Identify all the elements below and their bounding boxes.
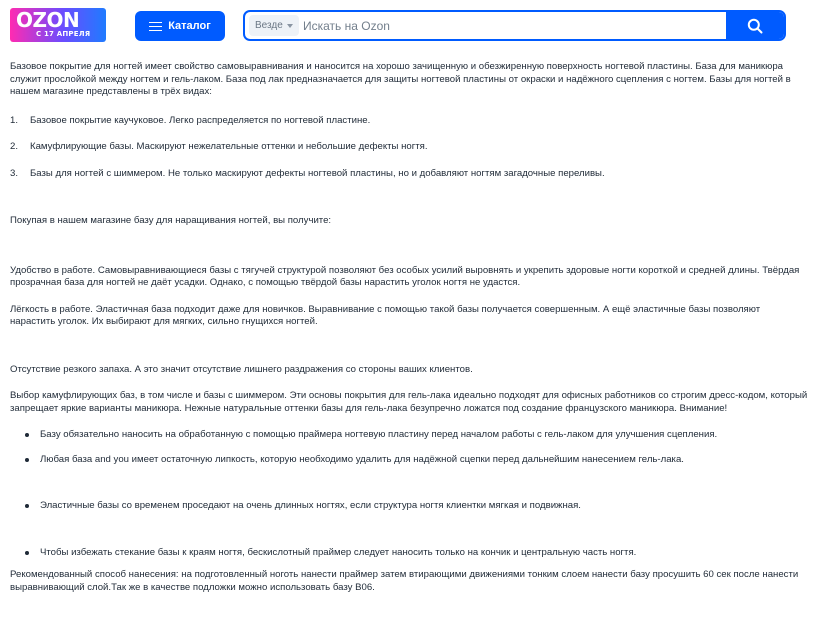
list-item	[10, 547, 808, 560]
list-item	[10, 454, 808, 467]
burger-icon	[149, 22, 162, 31]
search-bar	[243, 10, 786, 41]
bullet-icon	[25, 504, 29, 508]
search-icon	[747, 18, 763, 34]
benefit-paragraph: Выбор камуфлирующих баз, в том числе и базы с шиммером. Эти основы покрытия для гель-лака идеально подходят для офисных работников со строгим дресс-кодом, который запрещает яркие варианты маникюра. Нежные натуральные оттенки базы для гель-лака безупречно ложатся под создание французского маникюра. Внимание!	[10, 390, 808, 414]
list-item	[10, 141, 808, 154]
list-item	[10, 168, 808, 181]
caret-down-icon	[287, 24, 293, 28]
benefit-paragraph: Лёгкость в работе. Эластичная база подходит даже для новичков. Выравнивание с помощью такой базы получается совершенным. А ещё эластичные базы позволяют нарастить уголок. Их выбирают для мягких, сильно гнущихся ногтей.	[10, 303, 761, 327]
list-number: 3.	[10, 167, 19, 179]
search-scope-value: Везде	[255, 20, 283, 31]
catalog-button[interactable]	[135, 11, 225, 41]
list-item-text: Чтобы избежать стекание базы к краям ногтя, бескислотный праймер следует наносить только на кончик и центральную часть ногтя.	[40, 546, 637, 558]
list-item	[10, 500, 808, 513]
list-item-text: Базовое покрытие каучуковое. Легко распределяется по ногтевой пластине.	[30, 114, 371, 126]
ozon-logo[interactable]	[10, 8, 106, 42]
bullet-icon	[25, 458, 29, 462]
list-item-text: Камуфлирующие базы. Маскируют нежелательные оттенки и небольшие дефекты ногтя.	[30, 141, 428, 152]
list-number: 1.	[10, 114, 19, 126]
search-scope-select[interactable]	[249, 15, 299, 36]
product-description	[10, 61, 808, 594]
list-number: 2.	[10, 141, 19, 152]
site-header	[0, 0, 818, 52]
list-item	[10, 115, 808, 128]
list-item-text: Базы для ногтей с шиммером. Не только маскируют дефекты ногтевой пластины, но и добавляют ногтям загадочные переливы.	[30, 167, 605, 179]
list-item-text: Эластичные базы со временем проседают на очень длинных ногтях, если структура ногтя клиентки мягкая и подвижная.	[40, 500, 581, 511]
bullet-icon	[25, 433, 29, 437]
buy-intro-paragraph: Покупая в нашем магазине базу для наращивания ногтей, вы получите:	[10, 215, 332, 226]
list-item-text: Любая база and you имеет остаточную липкость, которую необходимо удалить для надёжной сцепки перед дальнейшим нанесением гель-лака.	[40, 453, 684, 465]
logo-promo-subtitle: С 17 АПРЕЛЯ	[36, 30, 91, 38]
catalog-button-label: Каталог	[168, 20, 211, 32]
intro-paragraph: Базовое покрытие для ногтей имеет свойство самовыравнивания и наносится на хорошо зачищенную и обезжиренную поверхность ногтевой пластины. База для маникюра служит прослойкой между ногтем и гель-лаком. База под лак предназначается для защиты ногтевой пластины от окраски и надёжного сцепления с ногтем. Базы для ногтей в нашем магазине представлены в трёх видах:	[10, 61, 791, 97]
search-input[interactable]	[303, 15, 723, 36]
list-item-text: Базу обязательно наносить на обработанную с помощью праймера ногтевую пластину перед началом работы с гель-лаком для улучшения сцепления.	[40, 429, 718, 440]
bullet-icon	[25, 551, 29, 555]
benefit-paragraph: Отсутствие резкого запаха. А это значит отсутствие лишнего раздражения со стороны ваших клиентов.	[10, 363, 473, 375]
logo-wordmark: OZON	[16, 8, 80, 32]
application-paragraph: Рекомендованный способ нанесения: на подготовленный ноготь нанести праймер затем втирающими движениями тонким слоем нанести базу просушить 60 сек после нанести выравнивающий слой.Так же в качестве подложки можно использовать базу B06.	[10, 569, 799, 593]
list-item	[10, 429, 808, 442]
search-button[interactable]	[726, 12, 784, 39]
benefit-paragraph: Удобство в работе. Самовыравнивающиеся базы с тягучей структурой позволяют без особых усилий выровнять и укрепить здоровые ногти короткой и средней длины. Твёрдая прозрачная база для ногтей не даёт усадки. Однако, с помощью твёрдой базы нарастить уголок ногтя не удастся.	[10, 264, 800, 288]
